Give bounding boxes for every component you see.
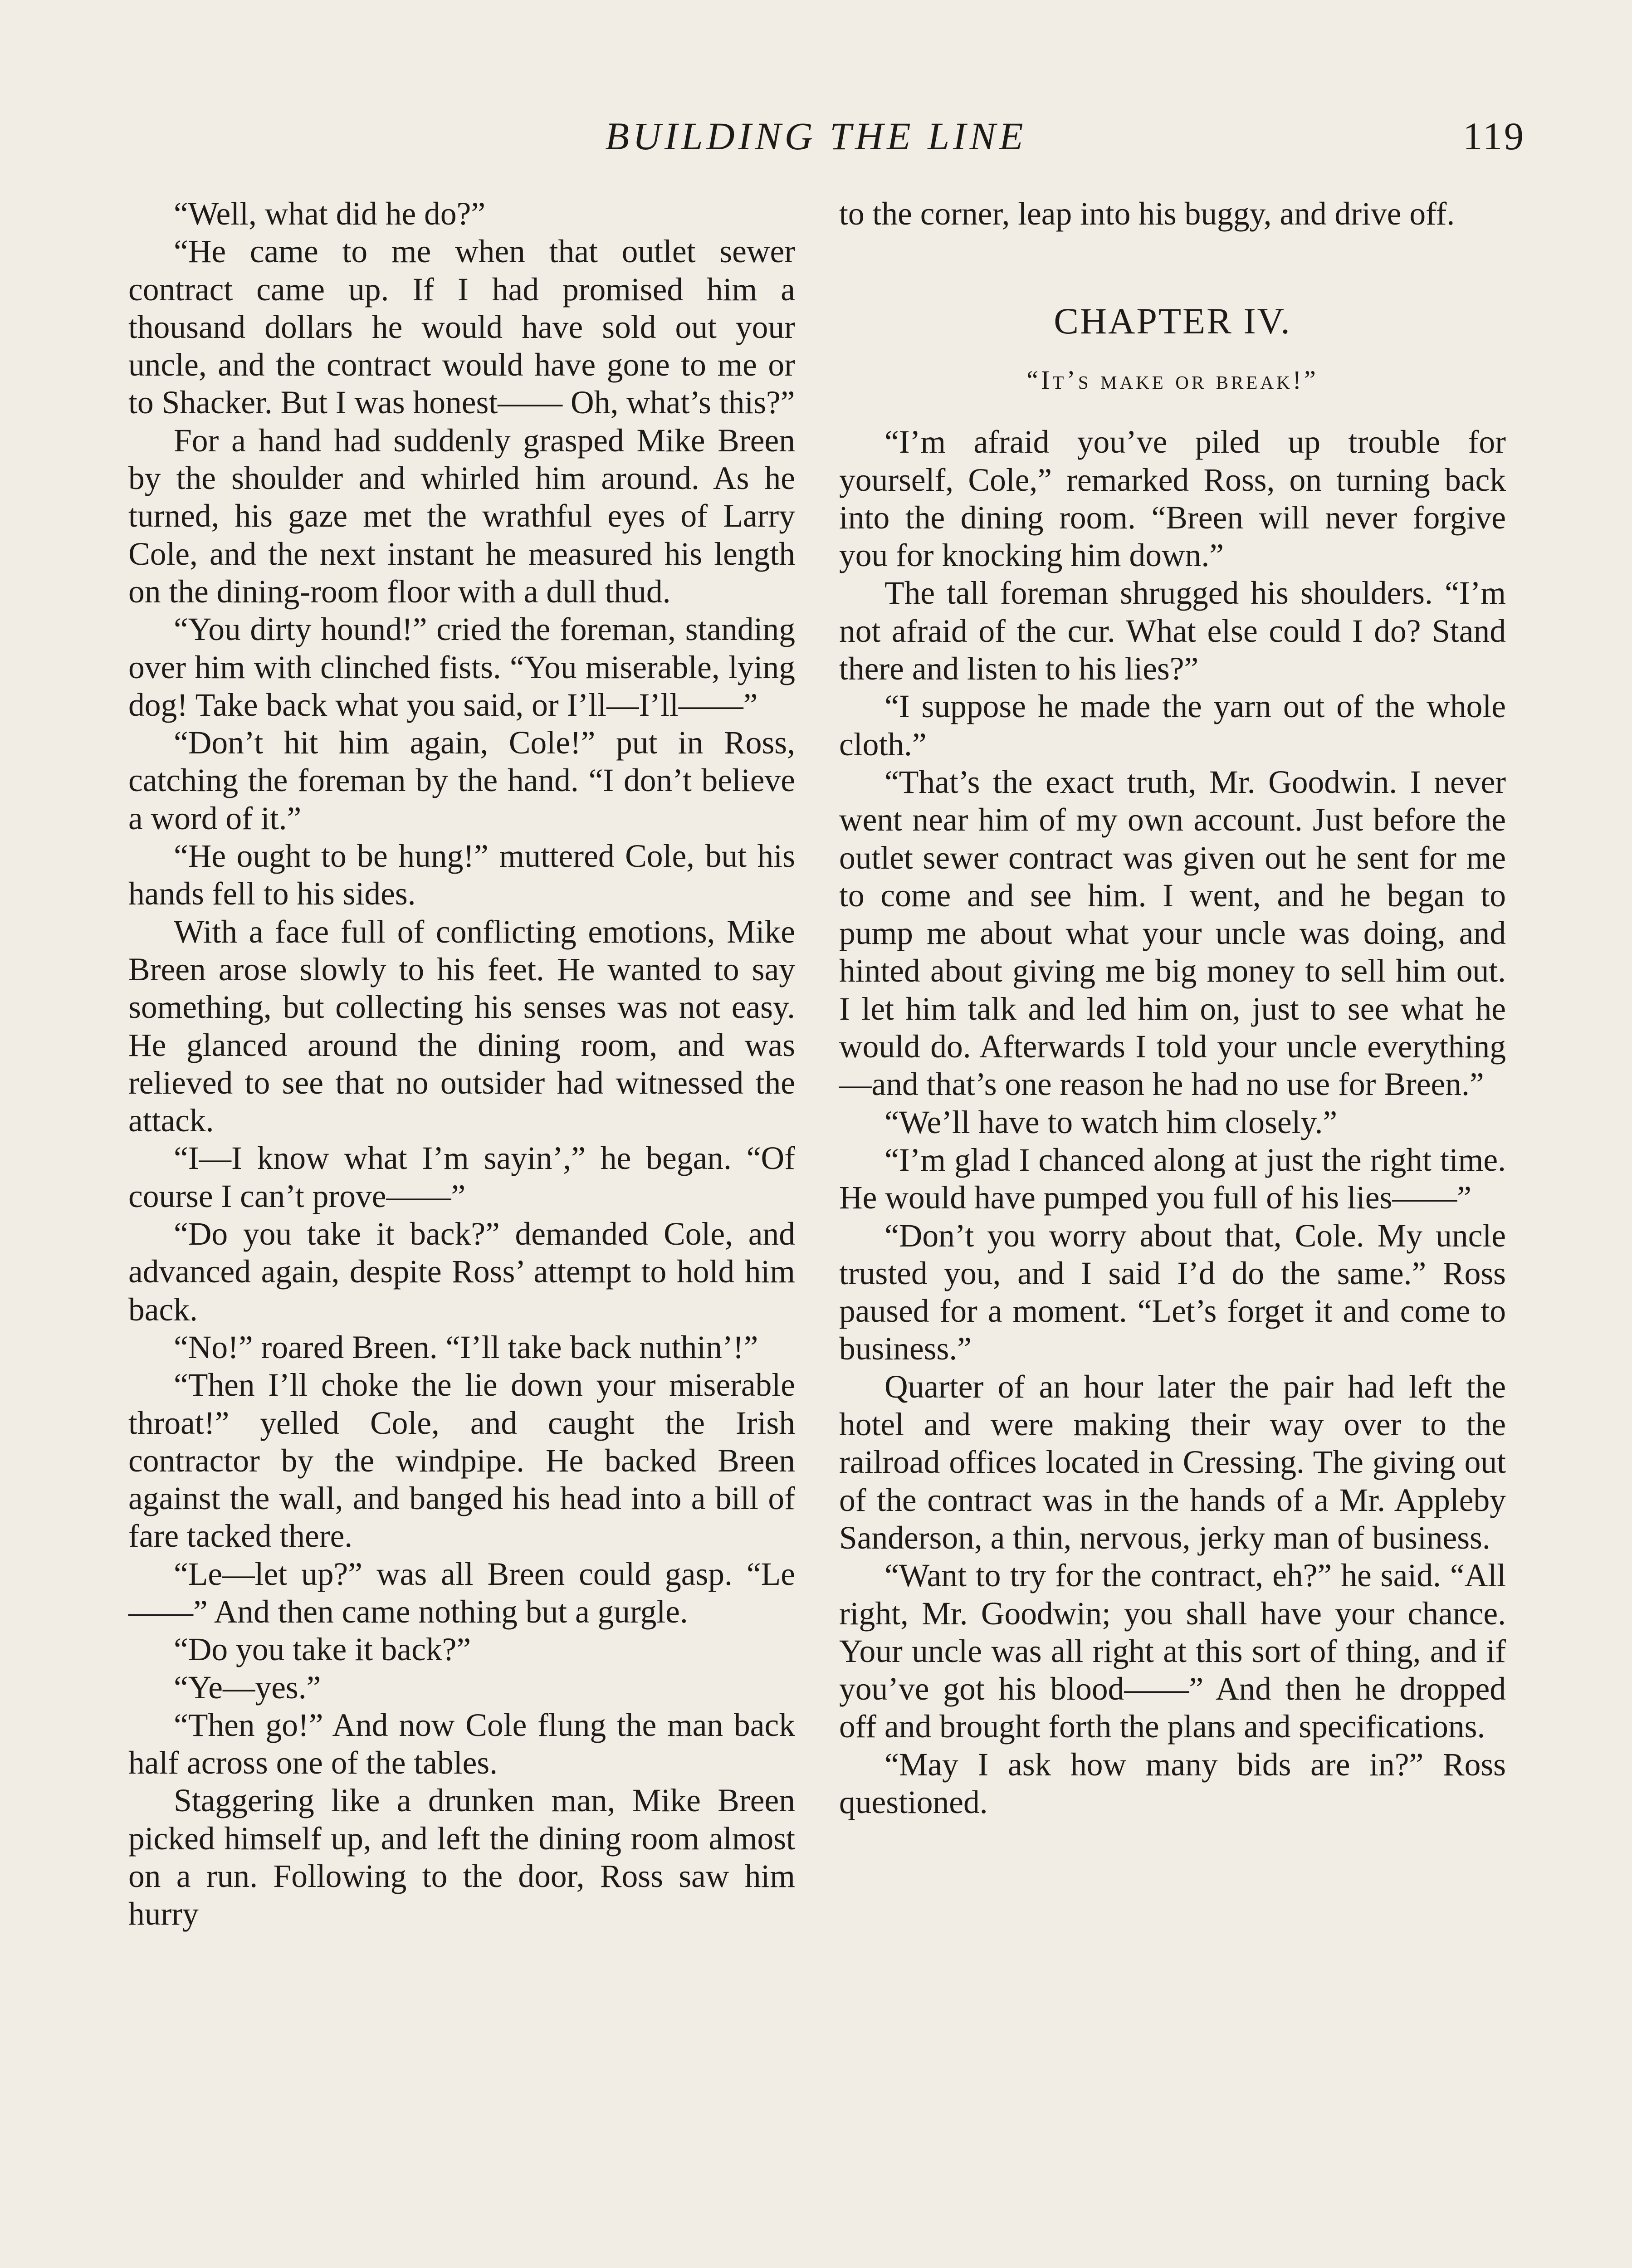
page-header (0, 113, 1632, 168)
paragraph: “You dirty hound!” cried the foreman, standing over him with clinched fists. “You miserable, lying dog! Take back what you said, or I’ll—I’ll——” (128, 611, 795, 723)
paragraph: “I suppose he made the yarn out of the whole cloth.” (839, 689, 1506, 763)
paragraph: The tall foreman shrugged his shoulders. “I’m not afraid of the cur. What else could I do? Stand there and listen to his lies?” (839, 575, 1506, 687)
paragraph: “I—I know what I’m sayin’,” he began. “Of course I can’t prove——” (128, 1140, 795, 1214)
paragraph: “Ye—yes.” (174, 1669, 321, 1706)
paragraph: “He ought to be hung!” muttered Cole, but his hands fell to his sides. (128, 838, 795, 912)
right-column (839, 195, 1506, 1821)
page-number: 119 (1463, 114, 1525, 158)
chapter-subtitle: “It’s make or break!” (1026, 365, 1319, 395)
paragraph: “Do you take it back?” demanded Cole, and advanced again, despite Ross’ attempt to hold him back. (128, 1216, 795, 1328)
paragraph: “That’s the exact truth, Mr. Goodwin. I never went near him of my own account. Just before the outlet sewer contract was given out he sent for me to come and see him. I went, and he began to pump me about what your uncle was doing, and hinted about giving me big money to sell him out. I let him talk and led him on, just to see what he would do. Afterwards I told your uncle everything—and that’s one reason he had no use for Breen.” (839, 764, 1506, 1103)
paragraph: “I’m afraid you’ve piled up trouble for yourself, Cole,” remarked Ross, on turning back into the dining room. “Breen will never forgive you for knocking him down.” (839, 424, 1506, 574)
chapter-heading: CHAPTER IV. (1054, 300, 1291, 342)
running-title: BUILDING THE LINE (605, 114, 1027, 158)
paragraph: “Want to try for the contract, eh?” he said. “All right, Mr. Goodwin; you shall have your chance. Your uncle was all right at this sort of thing, and if you’ve got his blood——” And then he dropped off and brought forth the plans and specifications. (839, 1558, 1506, 1745)
paragraph: Staggering like a drunken man, Mike Breen picked himself up, and left the dining room almost on a run. Following to the door, Ross saw him hurry (128, 1783, 795, 1932)
paragraph: “Don’t hit him again, Cole!” put in Ross, catching the foreman by the hand. “I don’t believe a word of it.” (128, 725, 795, 836)
paragraph: “No!” roared Breen. “I’ll take back nuthin’!” (174, 1329, 758, 1365)
paragraph: “He came to me when that outlet sewer contract came up. If I had promised him a thousand dollars he would have sold out your uncle, and the contract would have gone to me or to Shacker. But I was honest—— Oh, what’s this?” (128, 234, 795, 421)
paragraph: For a hand had suddenly grasped Mike Breen by the shoulder and whirled him around. As he turned, his gaze met the wrathful eyes of Larry Cole, and the next instant he measured his length on the dining-room floor with a dull thud. (128, 422, 795, 610)
paragraph: “Le—let up?” was all Breen could gasp. “Le——” And then came nothing but a gurgle. (128, 1556, 795, 1630)
paragraph: Quarter of an hour later the pair had left the hotel and were making their way over to the railroad offices located in Cressing. The giving out of the contract was in the hands of a Mr. Appleby Sanderson, a thin, nervous, jerky man of business. (839, 1369, 1506, 1556)
paragraph: “Don’t you worry about that, Cole. My uncle trusted you, and I said I’d do the same.” Ross paused for a moment. “Let’s forget it and come to business.” (839, 1217, 1506, 1367)
paragraph: “Well, what did he do?” (174, 196, 486, 232)
paragraph: “Then I’ll choke the lie down your miserable throat!” yelled Cole, and caught the Irish contractor by the windpipe. He backed Breen against the wall, and banged his head into a bill of fare tacked there. (128, 1367, 795, 1554)
paragraph: “Then go!” And now Cole flung the man back half across one of the tables. (128, 1707, 795, 1781)
paragraph: “May I ask how many bids are in?” Ross questioned. (839, 1746, 1506, 1820)
continuation-paragraph: to the corner, leap into his buggy, and drive off. (839, 196, 1455, 232)
left-column (128, 195, 795, 1933)
paragraph: “We’ll have to watch him closely.” (884, 1104, 1338, 1140)
paragraph: With a face full of conflicting emotions, Mike Breen arose slowly to his feet. He wanted to say something, but collecting his senses was not easy. He glanced around the dining room, and was relieved to see that no outsider had witnessed the attack. (128, 914, 795, 1139)
paragraph: “I’m glad I chanced along at just the right time. He would have pumped you full of his lies——” (839, 1142, 1506, 1216)
paragraph: “Do you take it back?” (174, 1632, 471, 1668)
